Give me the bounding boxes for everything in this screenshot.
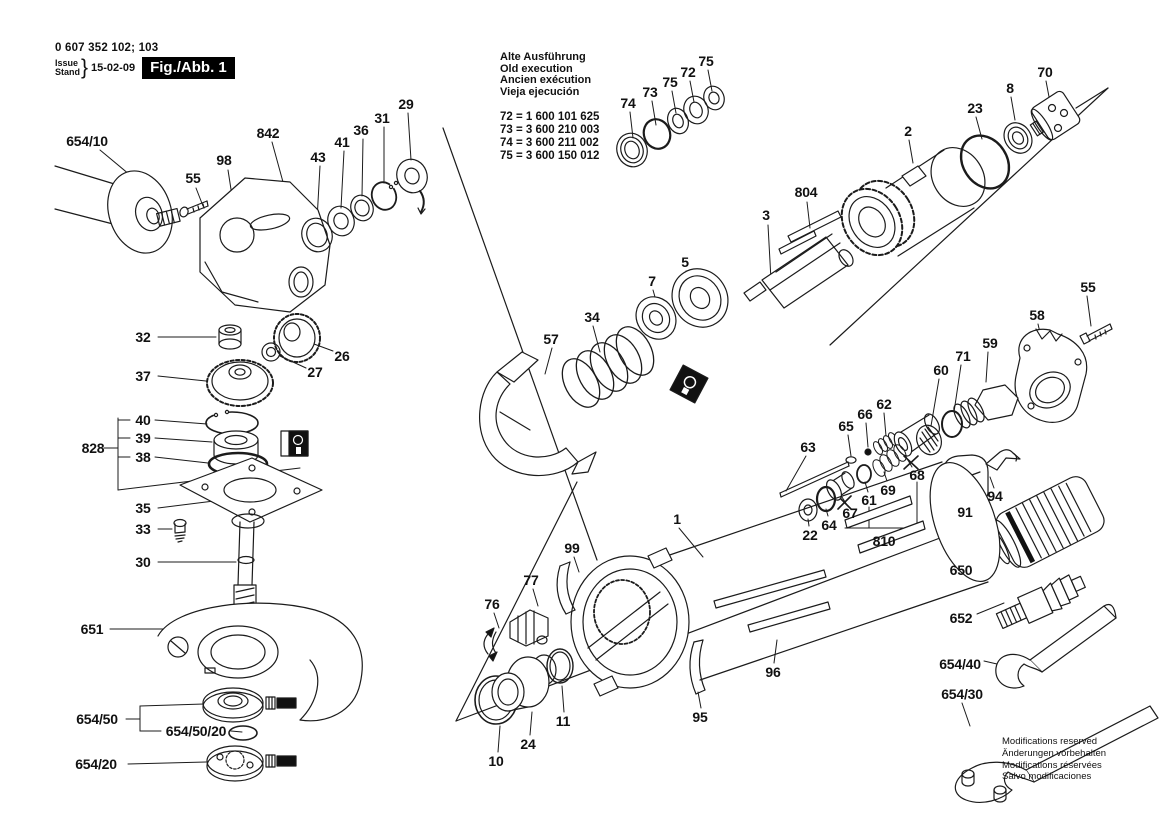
part-label-23: 23 — [967, 100, 983, 116]
part-label-3: 3 — [762, 207, 770, 223]
part-label-828: 828 — [81, 440, 105, 456]
part-label-654/30: 654/30 — [941, 686, 983, 702]
part-label-654/50: 654/50 — [76, 711, 118, 727]
text-line: Modifications réservées — [1002, 759, 1102, 771]
part-label-73: 73 — [642, 84, 658, 100]
part-label-43: 43 — [310, 149, 326, 165]
part-label-40: 40 — [135, 412, 151, 428]
brace-glyph: } — [81, 56, 89, 79]
part-75-old-ring-a — [664, 105, 692, 136]
part-label-36: 36 — [353, 122, 369, 138]
part-60-filter — [913, 422, 946, 458]
part-label-76: 76 — [484, 596, 500, 612]
part-3-rotor-shaft — [744, 234, 856, 308]
part-66-ball — [865, 449, 871, 455]
part-57-clamp — [480, 352, 596, 476]
part-label-810: 810 — [872, 533, 896, 549]
part-654-50-20-o-ring — [229, 726, 257, 740]
part-label-38: 38 — [135, 449, 151, 465]
part-label-55: 55 — [185, 170, 201, 186]
part-label-95: 95 — [692, 709, 708, 725]
part-77-valve-block — [510, 610, 548, 646]
issue-label: Issue — [55, 57, 79, 68]
part-label-68: 68 — [909, 467, 925, 483]
old-execution-headings — [500, 52, 599, 98]
part-99-shim — [557, 562, 575, 614]
part-label-35: 35 — [135, 500, 151, 516]
part-label-74: 74 — [620, 95, 636, 111]
part-label-91: 91 — [957, 504, 973, 520]
part-label-30: 30 — [135, 554, 151, 570]
part-2-motor-housing — [829, 137, 995, 266]
part-label-8: 8 — [1006, 80, 1014, 96]
part-label-58: 58 — [1029, 307, 1045, 323]
part-label-62: 62 — [876, 396, 892, 412]
issue-date: 15-02-09 — [91, 62, 136, 74]
part-label-37: 37 — [135, 368, 151, 384]
part-label-1: 1 — [673, 511, 681, 527]
part-842-gear-housing — [200, 178, 330, 312]
part-label-59: 59 — [982, 335, 998, 351]
part-label-61: 61 — [861, 492, 877, 508]
part-32-bushing — [219, 325, 241, 349]
part-label-32: 32 — [135, 329, 151, 345]
part-label-804: 804 — [794, 184, 818, 200]
old-execution-note — [500, 52, 599, 163]
part-label-29: 29 — [398, 96, 414, 112]
oil-icon — [670, 365, 708, 403]
assembly-direction-icon-654-20 — [266, 755, 296, 767]
stand-label: Stand — [55, 67, 81, 77]
part-label-2: 2 — [904, 123, 912, 139]
part-label-72: 72 — [680, 64, 696, 80]
part-label-654/40: 654/40 — [939, 656, 981, 672]
part-11-o-ring — [547, 649, 573, 683]
part-label-33: 33 — [135, 521, 151, 537]
part-label-7: 7 — [648, 273, 656, 289]
part-label-75: 75 — [698, 53, 714, 69]
part-label-654/10: 654/10 — [66, 133, 108, 149]
part-label-69: 69 — [880, 482, 896, 498]
part-label-24: 24 — [520, 736, 536, 752]
part-label-75: 75 — [662, 74, 678, 90]
part-label-65: 65 — [838, 418, 854, 434]
part-label-842: 842 — [256, 125, 280, 141]
part-label-64: 64 — [821, 517, 837, 533]
part-58-cover — [1015, 329, 1087, 422]
part-label-77: 77 — [523, 572, 539, 588]
part-label-55: 55 — [1080, 279, 1096, 295]
part-24-bushing — [492, 655, 556, 711]
part-67-piston — [824, 470, 857, 503]
arrow-29-icon — [418, 191, 425, 214]
part-35-bearing-flange — [180, 458, 322, 528]
product-code: 0 607 352 102; 103 — [55, 42, 159, 54]
part-94-clip — [986, 450, 1020, 470]
part-label-70: 70 — [1037, 64, 1053, 80]
text-line: 74 = 3 600 211 002 — [500, 137, 599, 149]
figure-label: Fig./Abb. 1 — [142, 57, 235, 79]
part-59-fitting — [951, 385, 1018, 430]
part-label-60: 60 — [933, 362, 949, 378]
part-label-71: 71 — [955, 348, 971, 364]
part-label-63: 63 — [800, 439, 816, 455]
part-1-housing — [571, 454, 1014, 696]
part-75-old-ring-b — [700, 83, 727, 112]
part-37-crown-gear — [207, 360, 273, 406]
part-label-41: 41 — [334, 134, 350, 150]
part-650-muffler — [982, 473, 1108, 577]
old-execution-part-numbers — [500, 111, 599, 163]
part-26-gear — [274, 314, 320, 362]
part-label-11: 11 — [555, 713, 571, 729]
part-654-50-backing-flange — [203, 688, 263, 722]
part-label-67: 67 — [842, 505, 858, 521]
text-line: Änderungen vorbehalten — [1002, 747, 1107, 759]
part-label-31: 31 — [374, 110, 390, 126]
part-55-screw-right — [1080, 324, 1112, 344]
part-label-22: 22 — [802, 527, 818, 543]
part-label-652: 652 — [949, 610, 973, 626]
text-line: Vieja ejecución — [500, 85, 580, 98]
text-line: 75 = 3 600 150 012 — [500, 150, 600, 162]
part-40-snap-ring — [206, 410, 258, 434]
part-label-39: 39 — [135, 430, 151, 446]
part-label-96: 96 — [765, 664, 781, 680]
part-label-27: 27 — [307, 364, 323, 380]
part-29-washer — [392, 155, 432, 197]
modifications-note — [1002, 736, 1106, 783]
issue-stand-label — [55, 59, 80, 78]
text-line: Old execution — [500, 62, 573, 75]
text-line: 72 = 1 600 101 625 — [500, 111, 600, 123]
part-label-650: 650 — [949, 562, 973, 578]
title-block — [55, 42, 235, 79]
part-33-screw — [174, 520, 186, 543]
part-73-old-o-ring — [640, 115, 675, 152]
part-label-57: 57 — [543, 331, 559, 347]
text-line: Modifications reserved — [1002, 736, 1098, 747]
part-95-shim — [690, 640, 705, 694]
part-71-o-ring — [942, 411, 962, 437]
part-label-654/50/20: 654/50/20 — [165, 723, 227, 739]
part-74-old-bearing — [612, 129, 652, 171]
part-label-99: 99 — [564, 540, 580, 556]
part-label-5: 5 — [681, 254, 689, 270]
part-label-34: 34 — [584, 309, 600, 325]
part-61-o-ring — [857, 465, 871, 483]
part-652-hose-fitting — [994, 570, 1090, 634]
text-line: Salvo modificaciones — [1002, 771, 1092, 783]
part-label-94: 94 — [987, 488, 1003, 504]
text-line: Ancien exécution — [500, 74, 592, 86]
part-label-651: 651 — [80, 621, 104, 637]
part-72-old-ring — [680, 93, 712, 128]
text-line: Alte Ausführung — [500, 51, 586, 63]
part-label-98: 98 — [216, 152, 232, 168]
part-label-10: 10 — [488, 753, 504, 769]
part-label-654/20: 654/20 — [75, 756, 117, 772]
part-654-20-clamping-nut — [207, 746, 263, 781]
part-label-26: 26 — [334, 348, 350, 364]
text-line: 73 = 3 600 210 003 — [500, 124, 600, 136]
grease-tube-icon — [281, 431, 308, 456]
part-label-66: 66 — [857, 406, 873, 422]
part-654-10-grinding-wheel — [55, 162, 182, 261]
